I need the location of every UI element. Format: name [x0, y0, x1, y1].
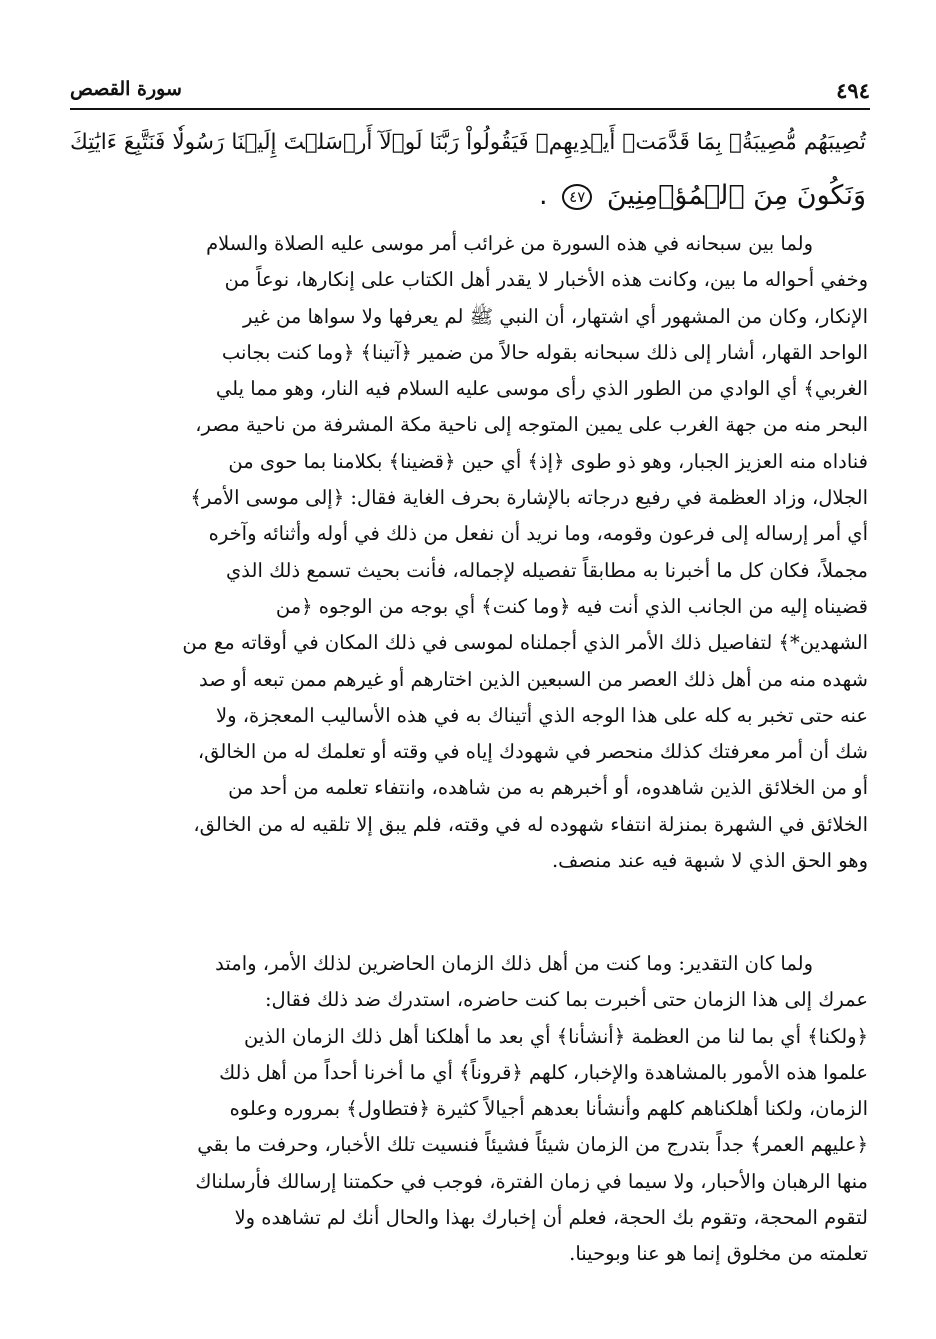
paragraph-line: عنه حتى تخبر به كله على هذا الوجه الذي أتيناك به في هذه الأساليب المعجزة، ولا [215, 703, 868, 727]
verse-line-2 [70, 169, 866, 222]
paragraph-line: الإنكار، وكان من المشهور أي اشتهار، أن النبي ﷺ لم يعرفها ولا سواها من غير [242, 304, 868, 328]
paragraph-line: وخفي أحواله ما بين، وكانت هذه الأخبار لا يقدر أهل الكتاب على إنكارها، نوعاً من [224, 268, 868, 292]
paragraph-line: ولما كان التقدير: وما كنت من أهل ذلك الزمان الحاضرين لذلك الأمر، وامتد [215, 952, 813, 975]
paragraph-line: الخلائق في الشهرة بمنزلة انتفاء شهوده له في وقته، فلم يبق إلا تلقيه له من الخالق، [193, 812, 868, 836]
paragraph-line: شك أن أمر معرفتك كذلك منحصر في شهودك إياه في وقته أو تعلمك له من الخالق، [197, 740, 868, 764]
paragraph-line: أو من الخلائق الذين شاهدوه، أو أخبرهم به من شاهده، وانتفاء تعلمه من أحد من [228, 776, 868, 800]
paragraph-line: فناداه منه العزيز الجبار، وهو ذو طوى ﴿إذ﴾ أي حين ﴿قضينا﴾ بكلامنا بما حوى من [228, 449, 868, 473]
paragraph-line: عمرك إلى هذا الزمان حتى أخبرت بما كنت حاضره، استدرك ضد ذلك فقال: [264, 988, 868, 1012]
page-header [70, 72, 870, 106]
paragraph-line: البحر منه من جهة الغرب على يمين المتوجه إلى ناحية مكة المشرفة من ناحية مصر، [195, 413, 868, 437]
commentary-paragraph-2 [70, 946, 868, 1273]
paragraph-line: لتقوم المحجة، وتقوم بك الحجة، فعلم أن إخبارك بهذا والحال أنك لم تشاهده ولا [234, 1206, 868, 1230]
paragraph-line: قضيناه إليه من الجانب الذي أنت فيه ﴿وما كنت﴾ أي بوجه من الوجوه ﴿من [275, 594, 868, 618]
verse-line-2-text: وَنَكُونَ مِنَ ٱلۡمُؤۡمِنِينَ [606, 180, 866, 211]
paragraph-line: وهو الحق الذي لا شبهة فيه عند منصف. [551, 849, 868, 873]
surah-title: سورة القصص [70, 78, 182, 100]
ayah-number-marker: ٤٧ [562, 184, 592, 210]
paragraph-line: منها الرهبان والأحبار، ولا سيما في زمان الفترة، فوجب في حكمتنا إرسالك فأرسلناك [195, 1169, 868, 1193]
verse-end-mark: . [538, 180, 548, 211]
paragraph-line: الجلال، وزاد العظمة في رفيع درجاته بالإشارة بحرف الغاية فقال: ﴿إلى موسى الأمر﴾ [190, 486, 868, 510]
paragraph-line: الزمان، ولكنا أهلكناهم كلهم وأنشأنا بعدهم أجيالاً كثيرة ﴿فتطاول﴾ بمروره وعلوه [229, 1097, 868, 1121]
paragraph-line: أي أمر إرساله إلى فرعون وقومه، وما نريد أن نفعل من ذلك في أوله وأثنائه وآخره [208, 522, 868, 546]
quran-verse-block [70, 116, 866, 222]
page-number: ٤٩٤ [836, 78, 870, 103]
paragraph-line: ولما بين سبحانه في هذه السورة من غرائب أمر موسى عليه الصلاة والسلام [206, 232, 813, 255]
header-divider [70, 108, 870, 110]
commentary-paragraph-1 [70, 226, 868, 879]
paragraph-line: الشهدين*﴾ لتفاصيل ذلك الأمر الذي أجملناه لموسى في ذلك المكان في أوقاته مع من [182, 631, 868, 655]
paragraph-line: الواحد القهار، أشار إلى ذلك سبحانه بقوله حالاً من ضمير ﴿آتينا﴾ ﴿وما كنت بجانب [221, 340, 868, 364]
paragraph-line: الغربي﴾ أي الوادي من الطور الذي رأى موسى عليه السلام فيه النار، وهو مما يلي [215, 377, 868, 401]
paragraph-line: علموا هذه الأمور بالمشاهدة والإخبار، كلهم ﴿قروناً﴾ أي ما أخرنا أحداً من أهل ذلك [219, 1060, 868, 1084]
verse-line-1: تُصِيبَهُم مُّصِيبَةُۢ بِمَا قَدَّمَتۡ أَيۡدِيهِمۡ فَيَقُولُواْ رَبَّنَا لَوۡلَآ أَرۡسَلۡتَ إِلَيۡنَا رَسُولٗا فَنَتَّبِعَ ءَايَٰتِكَ [70, 130, 866, 155]
paragraph-line: تعلمته من مخلوق إنما هو عنا وبوحينا. [569, 1242, 868, 1266]
paragraph-line: شهده منه من أهل ذلك العصر من السبعين الذين اختارهم أو غيرهم ممن تبعه أو صد [199, 667, 868, 691]
paragraph-line: ﴿عليهم العمر﴾ جداً بتدرج من الزمان شيئاً فشيئاً فنسيت تلك الأخبار، وحرفت ما بقي [197, 1133, 868, 1157]
paragraph-line: ﴿ولكنا﴾ أي بما لنا من العظمة ﴿أنشأنا﴾ أي بعد ما أهلكنا أهل ذلك الزمان الذين [244, 1024, 868, 1048]
paragraph-line: مجملاً، فكان كل ما أخبرنا به مطابقاً تفصيله لإجماله، فأنت بحيث تسمع ذلك الذي [226, 558, 868, 582]
